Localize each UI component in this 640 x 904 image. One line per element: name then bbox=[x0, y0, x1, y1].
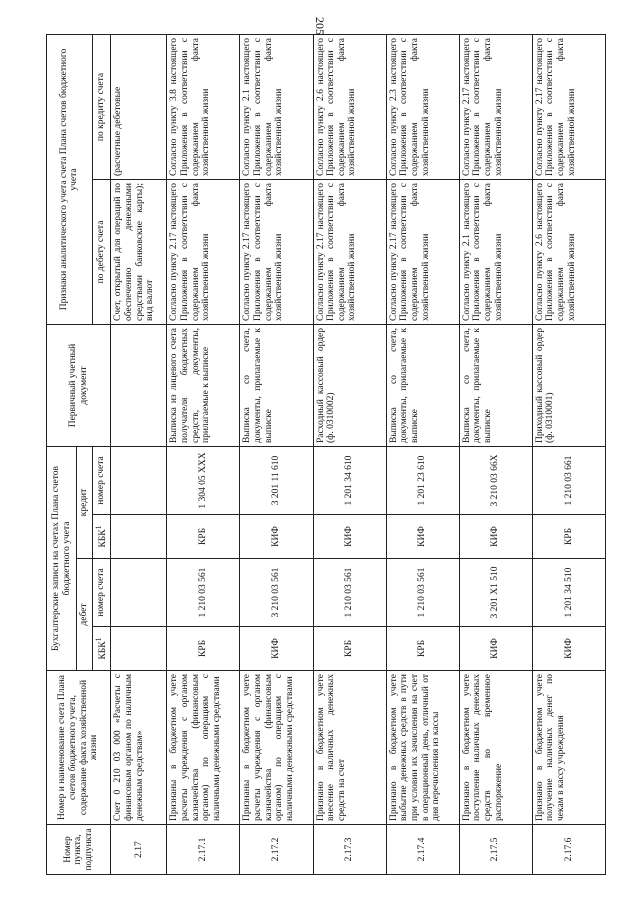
row-num: 2.17.2 bbox=[240, 825, 313, 875]
row-credit-account: 3 201 11 610 bbox=[240, 447, 313, 515]
row-source-doc: Выписка из лицевого счета получателя бюджетных средств, документы, прилагаемые к выписке bbox=[167, 325, 240, 447]
row-credit-account: 1 304 05 XXX bbox=[167, 447, 240, 515]
row-num: 2.17.4 bbox=[386, 825, 459, 875]
row-num: 2.17.3 bbox=[313, 825, 386, 875]
row-debit-kbk bbox=[111, 627, 167, 671]
table-row bbox=[313, 34, 386, 874]
row-credit-account bbox=[111, 447, 167, 515]
row-analytics-credit: Согласно пункту 3.8 настоящего Приложения в соответствии с содержанием факта хозяйственной жизни bbox=[167, 34, 240, 179]
row-source-doc: Расходный кассовый ордер (ф. 0310002) bbox=[313, 325, 386, 447]
table-row bbox=[386, 34, 459, 874]
header-credit-account: номер счета bbox=[92, 447, 111, 515]
table-row bbox=[167, 34, 240, 874]
row-credit-kbk: КИФ bbox=[459, 515, 532, 559]
row-credit-account: 1 201 23 610 bbox=[386, 447, 459, 515]
header-debit: дебет bbox=[77, 559, 93, 671]
row-debit-account: 1 210 03 561 bbox=[386, 559, 459, 627]
row-debit-kbk: КРБ bbox=[386, 627, 459, 671]
row-credit-account: 3 210 03 66X bbox=[459, 447, 532, 515]
header-name: Номер и наименование счета Плана счетов бюджетного учета, содержание факта хозяйственной жизни bbox=[47, 671, 111, 825]
row-credit-kbk: КРБ bbox=[167, 515, 240, 559]
header-by-debit: по дебету счета bbox=[92, 180, 111, 325]
header-entries: Бухгалтерские записи на счетах Плана счетов бюджетного учета bbox=[47, 447, 77, 671]
row-debit-kbk: КИФ bbox=[532, 627, 605, 671]
row-source-doc: Выписка со счета, документы, прилагаемые к выписке bbox=[240, 325, 313, 447]
row-analytics-credit: (расчетные дебетовые bbox=[111, 34, 167, 179]
rotated-table-wrapper bbox=[46, 35, 606, 875]
header-debit-account: номер счета bbox=[92, 559, 111, 627]
row-debit-account: 1 210 03 561 bbox=[167, 559, 240, 627]
header-credit: кредит bbox=[77, 447, 93, 559]
row-name: Признано в бюджетном учете выбытие денежных средств в пути при условии их зачисления на счет в операционный день, отличный от дня перечисления из кассы bbox=[386, 671, 459, 825]
row-credit-kbk: КРБ bbox=[532, 515, 605, 559]
row-analytics-debit: Согласно пункту 2.1 настоящего Приложения в соответствии с содержанием факта хозяйственной жизни bbox=[459, 180, 532, 325]
row-credit-kbk bbox=[111, 515, 167, 559]
row-source-doc: Выписка со счета, документы, прилагаемые к выписке bbox=[459, 325, 532, 447]
row-debit-kbk: КИФ bbox=[459, 627, 532, 671]
page-number: 205 bbox=[313, 17, 327, 35]
header-debit-kbk: КБК$^1$ bbox=[92, 627, 111, 671]
row-analytics-debit: Согласно пункту 2.17 настоящего Приложения в соответствии с содержанием факта хозяйственной жизни bbox=[240, 180, 313, 325]
row-debit-kbk: КИФ bbox=[240, 627, 313, 671]
header-num: Номер пункта, подпункта bbox=[47, 825, 111, 875]
row-analytics-credit: Согласно пункту 2.1 настоящего Приложения в соответствии с содержанием факта хозяйственной жизни bbox=[240, 34, 313, 179]
row-analytics-debit: Согласно пункту 2.17 настоящего Приложения в соответствии с содержанием факта хозяйственной жизни bbox=[386, 180, 459, 325]
row-debit-account: 3 210 03 561 bbox=[240, 559, 313, 627]
row-analytics-debit: Счет, открытый для операций по обеспечению денежными средствами банковские карты); вид валют bbox=[111, 180, 167, 325]
table-row bbox=[459, 34, 532, 874]
header-analytics: Признаки аналитического учета счета Плана счетов бюджетного учета bbox=[47, 34, 93, 324]
header-source-doc: Первичный учетный документ bbox=[47, 325, 111, 447]
row-num: 2.17.1 bbox=[167, 825, 240, 875]
accounting-table bbox=[46, 34, 606, 875]
row-analytics-credit: Согласно пункту 2.3 настоящего Приложения в соответствии с содержанием факта хозяйственной жизни bbox=[386, 34, 459, 179]
row-credit-account: 1 201 34 610 bbox=[313, 447, 386, 515]
row-debit-account: 3 201 X1 510 bbox=[459, 559, 532, 627]
row-analytics-debit: Согласно пункту 2.17 настоящего Приложения в соответствии с содержанием факта хозяйственной жизни bbox=[167, 180, 240, 325]
row-analytics-debit: Согласно пункту 2.17 настоящего Приложения в соответствии с содержанием факта хозяйственной жизни bbox=[313, 180, 386, 325]
row-credit-account: 1 210 03 661 bbox=[532, 447, 605, 515]
row-analytics-debit: Согласно пункту 2.6 настоящего Приложения в соответствии с содержанием факта хозяйственной жизни bbox=[532, 180, 605, 325]
row-debit-account: 1 201 34 510 bbox=[532, 559, 605, 627]
table-row bbox=[532, 34, 605, 874]
row-debit-kbk: КРБ bbox=[167, 627, 240, 671]
row-name: Признано в бюджетном учете получение наличных денег по чекам в кассу учреждения bbox=[532, 671, 605, 825]
row-num: 2.17 bbox=[111, 825, 167, 875]
row-source-doc: Выписка со счета, документы, прилагаемые к выписке bbox=[386, 325, 459, 447]
header-credit-kbk: КБК$^1$ bbox=[92, 515, 111, 559]
table-row bbox=[240, 34, 313, 874]
row-debit-account bbox=[111, 559, 167, 627]
row-debit-kbk: КРБ bbox=[313, 627, 386, 671]
header-by-credit: по кредиту счета bbox=[92, 34, 111, 179]
row-name: Признаны в бюджетном учете расчеты учреждения с органом казначейства (финансовым органом) по операциям с наличными денежными средствами bbox=[167, 671, 240, 825]
row-source-doc: Приходный кассовый ордер (ф. 0310001) bbox=[532, 325, 605, 447]
row-credit-kbk: КИФ bbox=[313, 515, 386, 559]
row-credit-kbk: КИФ bbox=[386, 515, 459, 559]
row-source-doc bbox=[111, 325, 167, 447]
row-name: Счет 0 210 03 000 «Расчеты с финансовым органом по наличным денежным средствам» bbox=[111, 671, 167, 825]
row-name: Признано в бюджетном учете поступление наличных денежных средств во временное распоряжение bbox=[459, 671, 532, 825]
row-num: 2.17.6 bbox=[532, 825, 605, 875]
row-name: Признаны в бюджетном учете расчеты учреждения с органом казначейства (финансовым органом) по операциям с наличными денежными средствами bbox=[240, 671, 313, 825]
row-num: 2.17.5 bbox=[459, 825, 532, 875]
row-credit-kbk: КИФ bbox=[240, 515, 313, 559]
row-name: Признано в бюджетном учете внесение наличных денежных средств на счет bbox=[313, 671, 386, 825]
row-analytics-credit: Согласно пункту 2.17 настоящего Приложения в соответствии с содержанием факта хозяйственной жизни bbox=[459, 34, 532, 179]
row-debit-account: 1 210 03 561 bbox=[313, 559, 386, 627]
row-analytics-credit: Согласно пункту 2.17 настоящего Приложения в соответствии с содержанием факта хозяйственной жизни bbox=[532, 34, 605, 179]
row-analytics-credit: Согласно пункту 2.6 настоящего Приложения в соответствии с содержанием факта хозяйственной жизни bbox=[313, 34, 386, 179]
table-row bbox=[111, 34, 167, 874]
